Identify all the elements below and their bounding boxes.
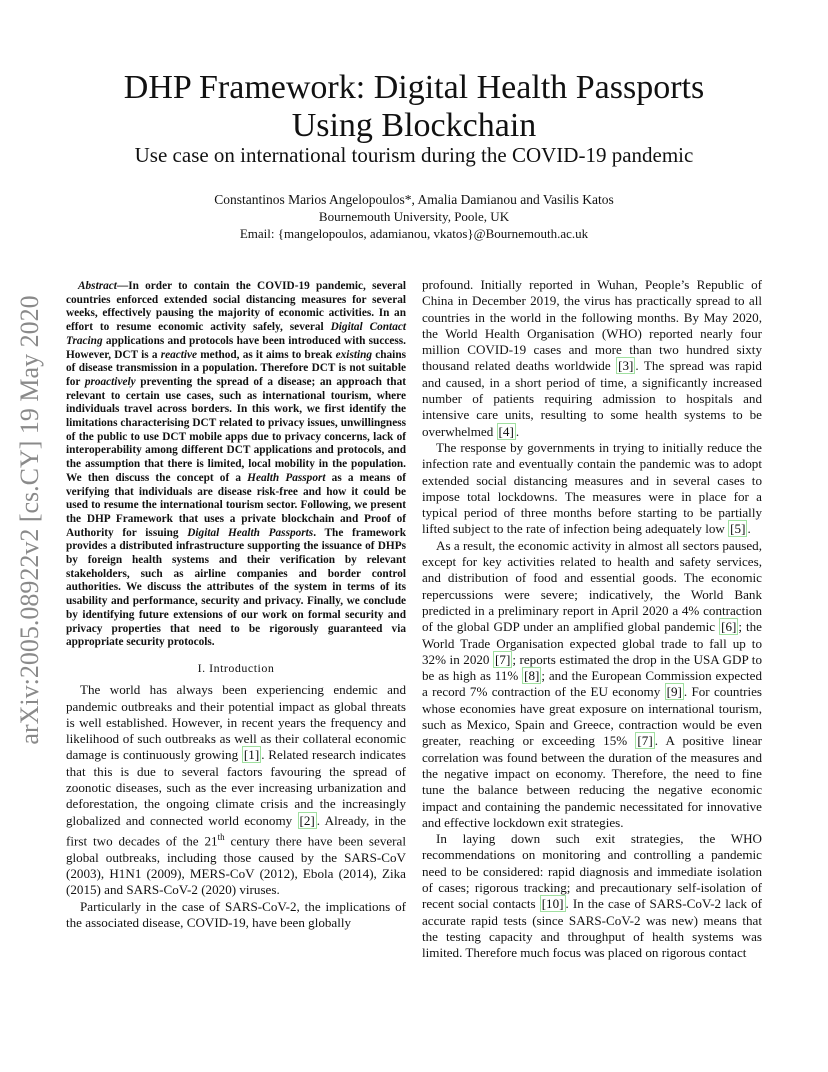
citation-link[interactable]: [8]: [524, 668, 540, 684]
paragraph-text: . In the case of SARS-CoV-2 lack of accurate rapid tests (since SARS-CoV-2 was new) means that the testing capacity and throughput of health systems was limited. Therefore much focus was placed on rigorous contact: [422, 896, 762, 961]
paragraph-text: . For countries whose economies have great exposure on international tourism, such as Mexico, Spain and Greece, contraction would be even greater, reaching or exceeding 15%: [422, 684, 762, 749]
paragraph-text: The world has always been experiencing endemic and pandemic outbreaks and their potential impact as global threats is well established. However, in recent years the frequency and likelihood of such outbreaks as well as their collateral economic damage is continuously growing: [66, 682, 406, 763]
paper-subtitle: Use case on international tourism during the COVID-19 pandemic: [134, 143, 694, 167]
paragraph-text: century there have been several global outbreaks, including those caused by the SARS-CoV (2003), H1N1 (2009), MERS-CoV (2012), Ebola (2014), Zika (2015) and SARS-CoV-2 (2020) viruses.: [66, 833, 406, 898]
citation-link[interactable]: [9]: [666, 684, 682, 700]
paragraph-text: ; and the European Commission expected a record 7% contraction of the EU economy: [422, 668, 762, 700]
arxiv-identifier: arXiv:2005.08922v2 [cs.CY] 19 May 2020: [15, 295, 44, 745]
abstract-emph: Digital Health Passports: [187, 526, 314, 539]
superscript-th: th: [217, 831, 225, 842]
paragraph-text: .: [515, 423, 520, 439]
abstract-label: Abstract: [78, 280, 117, 292]
abstract-text: applications and protocols have been introduced with success. However, DCT is a: [66, 334, 406, 361]
citation-link[interactable]: [6]: [721, 619, 737, 635]
abstract-emph: Digital Contact Tracing: [66, 321, 406, 347]
abstract-emph: Health Passport: [247, 471, 326, 484]
abstract-text: . The framework provides a distributed infrastructure supporting the issuance of DHPs by foreign health systems and their verification by relevant stakeholders, such as airline companies and border control authorities. We discuss the attributes of the system in terms of its usability and performance, security and privacy. Finally, we conclude by identifying future extensions of our work on formal security and privacy properties that need to be rigorously guaranteed via appropriate security protocols.: [66, 526, 406, 649]
abstract-text: chains of disease transmission in a population. Therefore DCT is not suitable for: [66, 348, 407, 388]
paper-title-line1: DHP Framework: Digital Health Passports: [123, 69, 705, 106]
intro-paragraph-5: [422, 538, 762, 831]
abstract-emph: existing: [335, 348, 373, 361]
paragraph-text: .: [747, 521, 751, 537]
intro-paragraph-4: [422, 440, 762, 538]
citation-link[interactable]: [4]: [498, 423, 514, 439]
author-list: Constantinos Marios Angelopoulos*, Amalia Damianou and Vasilis Katos: [214, 192, 614, 207]
paragraph-text: . Already, in the first two decades of the 21: [66, 812, 406, 849]
intro-paragraph-1: [66, 682, 406, 898]
email-line: Email: {mangelopoulos, adamianou, vkatos}@Bournemouth.ac.uk: [239, 226, 589, 241]
abstract-text: as a means of verifying that individuals are disease risk-free and how it could be used to resume the international tourism sector. Following, we present the DHP Framework that uses a private blockchain and Proof of Authority for issuing: [66, 471, 406, 539]
paragraph-text: ; the World Trade Organisation expected global trade to fall up to 32% in 2020: [422, 619, 762, 667]
abstract-text: method, as it aims to break: [197, 348, 336, 361]
abstract-text: preventing the spread of a disease; an approach that relevant to certain use cases, such as international tourism, where individuals travel across borders. In this work, we first identify the limitations characterising DCT related to privacy issues, unwillingness of the public to use DCT mobile apps due to privacy concerns, lack of interoperability among different DCT applications and protocols, and the assumption that there is limited, local mobility in the population. We then discuss the concept of a: [66, 375, 406, 484]
abstract: [66, 280, 406, 650]
right-column: [422, 277, 762, 961]
abstract-emph: reactive: [160, 348, 198, 361]
left-column: [66, 280, 406, 931]
abstract-emph: proactively: [84, 375, 136, 388]
citation-link[interactable]: [2]: [299, 812, 315, 828]
citation-link[interactable]: [7]: [637, 733, 653, 749]
paragraph-text: The response by governments in trying to initially reduce the infection rate and eventually contain the pandemic was to adopt extended social distancing measures and in several cases to impose total lockdowns. The measures were in place for a typical period of three months before starting to be partially lifted subject to the rate of infection being adequately low: [422, 439, 762, 537]
citation-link[interactable]: [10]: [541, 896, 564, 912]
paragraph-text: In laying down such exit strategies, the WHO recommendations on monitoring and controlling a pandemic need to be considered: rapid diagnosis and immediate isolation of cases; rigorous tracking; and precautionary self-isolation of recent social contacts: [422, 831, 762, 912]
intro-paragraph-3: [422, 277, 762, 440]
paragraph-text: ; reports estimated the drop in the USA GDP to be as high as 11%: [422, 651, 762, 684]
paragraph-text: As a result, the economic activity in almost all sectors paused, except for key activities related to health and safety services, and distribution of food and essential goods. The economic repercussions were severe; indicatively, the World Bank predicted in a preliminary report in April 2020 a 4% contraction of the global GDP under an amplified global pandemic: [422, 537, 762, 635]
affiliation: Bournemouth University, Poole, UK: [318, 209, 510, 224]
paragraph-text: . A positive linear correlation was found between the duration of the measures and the negative impact on economy. Therefore, the need to fine tune the balance between reducing the negative economic impact and containing the pandemic necessitated for innovative and effective lockdown exit strategies.: [422, 733, 762, 830]
citation-link[interactable]: [5]: [730, 521, 746, 537]
paragraph-text: . Related research indicates that this is due to several factors favouring the spread of zoonotic diseases, such as the ever increasing urbanization and deforestation, the ongoing climate crisis and the increasingly globalized and connected world economy: [66, 747, 406, 828]
paragraph-text: profound. Initially reported in Wuhan, People’s Republic of China in December 2019, the virus has practically spread to all countries in the world in the following months. By May 2020, the World Health Organisation (WHO) reported nearly four million COVID-19 cases and more than two hundred sixty thousand related deaths worldwide: [422, 277, 762, 374]
section-heading-introduction: I. Introduction: [197, 660, 275, 675]
citation-link[interactable]: [3]: [618, 358, 634, 374]
paragraph-text: . The spread was rapid and caused, in a short period of time, a significantly increased number of patients requiring admission to hospitals and intensive care units, resulting to some health systems to be overwhelmed: [422, 358, 762, 439]
citation-link[interactable]: [1]: [243, 747, 260, 763]
paper-title-line2: Using Blockchain: [291, 107, 537, 144]
arxiv-watermark: [10, 275, 50, 765]
intro-paragraph-6: [422, 831, 762, 961]
abstract-text: —In order to contain the COVID-19 pandemic, several countries enforced extended social distancing measures for several weeks, effectively pausing the majority of economic activities. In an effort to resume economic activity safely, several: [66, 280, 406, 334]
citation-link[interactable]: [7]: [495, 651, 511, 667]
intro-paragraph-2: Particularly in the case of SARS-CoV-2, the implications of the associated disease, COVID-19, have been globally: [66, 898, 406, 930]
